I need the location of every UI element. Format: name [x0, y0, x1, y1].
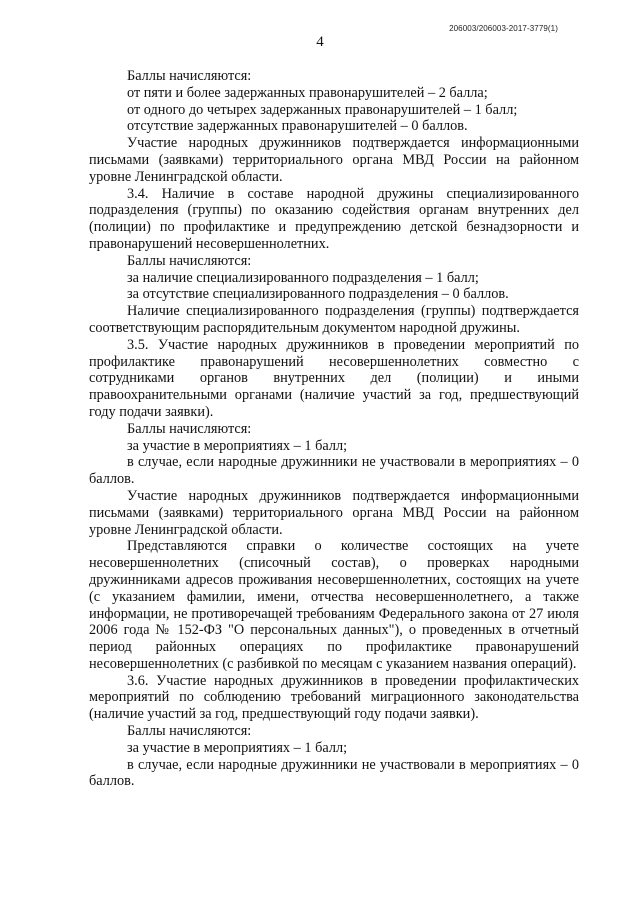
paragraph: за отсутствие специализированного подразделения – 0 баллов. [127, 286, 509, 303]
paragraph: от пяти и более задержанных правонарушителей – 2 балла; [127, 84, 488, 101]
paragraph: за участие в мероприятиях – 1 балл; [127, 739, 348, 756]
paragraph: Участие народных дружинников подтверждается информационными письмами (заявками) территориального органа МВД России на районном уровне Ленинградской области. [89, 487, 579, 538]
paragraph: 3.5. Участие народных дружинников в проведении мероприятий по профилактике правонарушений несовершеннолетних совместно с сотрудниками органов внутренних дел (полиции) и иными правоохранительными органами (наличие участий за год, предшествующий году подачи заявки). [89, 336, 579, 420]
document-id: 206003/206003-2017-3779(1) [449, 24, 558, 33]
paragraph: в случае, если народные дружинники не участвовали в мероприятиях – 0 баллов. [89, 756, 579, 790]
paragraph: Баллы начисляются: [127, 420, 252, 437]
paragraph: Участие народных дружинников подтверждается информационными письмами (заявками) территориального органа МВД России на районном уровне Ленинградской области. [89, 135, 579, 185]
paragraph: Баллы начисляются: [127, 68, 252, 84]
paragraph: за участие в мероприятиях – 1 балл; [127, 437, 348, 454]
paragraph: в случае, если народные дружинники не участвовали в мероприятиях – 0 баллов. [89, 454, 579, 488]
paragraph: Баллы начисляются: [127, 252, 252, 269]
paragraph: Баллы начисляются: [127, 723, 252, 740]
paragraph: Наличие специализированного подразделения (группы) подтверждается соответствующим распорядительным документом народной дружины. [89, 303, 579, 336]
paragraph: отсутствие задержанных правонарушителей – 0 баллов. [127, 118, 468, 135]
page-number: 4 [316, 34, 324, 50]
paragraph: Представляются справки о количестве состоящих на учете несовершеннолетних (списочный состав), о проверках народными дружинниками адресов проживания несовершеннолетних, состоящих на учете (с указанием фамилии, имени, отчества несовершеннолетнего, а также информации, не противоречащей требованиям Федерального закона от 27 июля 2006 года № 152-ФЗ "О персональных данных"), о проведенных в отчетный период районных операциях по профилактике правонарушений несовершеннолетних (с разбивкой по месяцам с указанием названия операций). [89, 538, 579, 672]
paragraph: за наличие специализированного подразделения – 1 балл; [127, 269, 479, 286]
document-body [89, 68, 579, 790]
paragraph: 3.6. Участие народных дружинников в проведении профилактических мероприятий по соблюдению требований миграционного законодательства (наличие участий за год, предшествующий году подачи заявки). [89, 672, 579, 723]
paragraph: 3.4. Наличие в составе народной дружины специализированного подразделения (группы) по оказанию содействия органам внутренних дел (полиции) по профилактике и предупреждению детской безнадзорности и правонарушений несовершеннолетних. [89, 185, 579, 252]
paragraph: от одного до четырех задержанных правонарушителей – 1 балл; [127, 101, 518, 118]
